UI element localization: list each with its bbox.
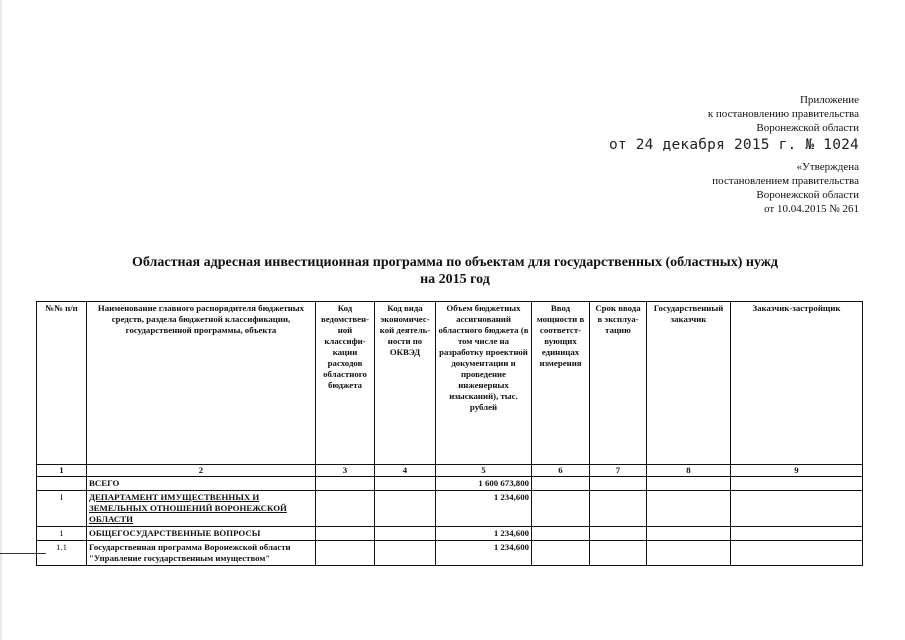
row-name: Государственная программа Воронежской области "Управление государственным имуществом" xyxy=(87,541,316,566)
row-okved-code xyxy=(375,491,436,527)
header-amount: Объем бюджетных ассигнований областного бюджета (в том числе на разработку проектной документации и проведение инженерных изысканий), тыс. рублей xyxy=(436,302,532,465)
row-developer xyxy=(731,477,863,491)
column-number: 3 xyxy=(316,465,375,477)
row-developer xyxy=(731,491,863,527)
row-amount: 1 234,600 xyxy=(436,527,532,541)
row-term xyxy=(590,541,647,566)
row-capacity xyxy=(532,491,590,527)
row-okved-code xyxy=(375,541,436,566)
row-term xyxy=(590,491,647,527)
approved-line-2: постановлением правительства xyxy=(712,175,859,187)
approved-line-3: Воронежской области xyxy=(756,189,859,201)
row-capacity xyxy=(532,477,590,491)
header-customer: Государственный заказчик xyxy=(647,302,731,465)
row-num: I xyxy=(37,491,87,527)
column-numbers-row xyxy=(37,465,863,477)
document-title xyxy=(60,254,850,288)
row-num xyxy=(37,477,87,491)
title-line-2: на 2015 год xyxy=(420,272,490,287)
row-term xyxy=(590,477,647,491)
row-customer xyxy=(647,527,731,541)
row-amount: 1 600 673,800 xyxy=(436,477,532,491)
investment-program-table xyxy=(36,301,863,566)
appendix-line-1: Приложение xyxy=(799,94,859,106)
column-number: 7 xyxy=(590,465,647,477)
scan-edge xyxy=(0,0,2,640)
row-term xyxy=(590,527,647,541)
column-number: 5 xyxy=(436,465,532,477)
row-name: ДЕПАРТАМЕНТ ИМУЩЕСТВЕННЫХ И ЗЕМЕЛЬНЫХ ОТНОШЕНИЙ ВОРОНЕЖСКОЙ ОБЛАСТИ xyxy=(87,491,316,527)
column-number: 4 xyxy=(375,465,436,477)
table-row-total xyxy=(37,477,863,491)
row-customer xyxy=(647,491,731,527)
header-name: Наименование главного распорядителя бюджетных средств, раздела бюджетной классификации, государственной программы, объекта xyxy=(87,302,316,465)
table-row-department xyxy=(37,491,863,527)
title-line-1: Областная адресная инвестиционная программа по объектам для государственных (областных) нужд xyxy=(131,255,779,270)
row-vsr-code xyxy=(316,527,375,541)
row-customer xyxy=(647,541,731,566)
header-vsr-code: Код ведомствен-ной классифи-кации расходов областного бюджета xyxy=(316,302,375,465)
column-number: 8 xyxy=(647,465,731,477)
header-okved-code: Код вида экономичес-кой деятель-ности по ОКВЭД xyxy=(375,302,436,465)
row-developer xyxy=(731,527,863,541)
column-number: 9 xyxy=(731,465,863,477)
header-capacity: Ввод мощности в соответст-вующих единицах измерения xyxy=(532,302,590,465)
approved-block xyxy=(712,160,859,216)
appendix-line-3: Воронежской области xyxy=(756,122,859,134)
column-number: 6 xyxy=(532,465,590,477)
row-capacity xyxy=(532,527,590,541)
row-name: ВСЕГО xyxy=(87,477,316,491)
header-num: №№ п/п xyxy=(37,302,87,465)
column-number: 2 xyxy=(87,465,316,477)
row-amount: 1 234,600 xyxy=(436,491,532,527)
row-num: 1.1 xyxy=(37,541,87,566)
header-term: Срок ввода в эксплуа-тацию xyxy=(590,302,647,465)
table-header-row xyxy=(37,302,863,465)
row-developer xyxy=(731,541,863,566)
row-name: ОБЩЕГОСУДАРСТВЕННЫЕ ВОПРОСЫ xyxy=(87,527,316,541)
row-okved-code xyxy=(375,527,436,541)
table-row-section xyxy=(37,527,863,541)
row-vsr-code xyxy=(316,477,375,491)
appendix-block xyxy=(708,93,859,135)
row-amount: 1 234,600 xyxy=(436,541,532,566)
row-customer xyxy=(647,477,731,491)
approved-line-4: от 10.04.2015 № 261 xyxy=(764,203,859,215)
row-capacity xyxy=(532,541,590,566)
decree-date-number: от 24 декабря 2015 г. № 1024 xyxy=(608,137,859,153)
approved-line-1: «Утверждена xyxy=(796,161,859,173)
row-vsr-code xyxy=(316,491,375,527)
row-vsr-code xyxy=(316,541,375,566)
column-number: 1 xyxy=(37,465,87,477)
appendix-line-2: к постановлению правительства xyxy=(707,108,859,120)
header-developer: Заказчик-застройщик xyxy=(731,302,863,465)
row-num: 1 xyxy=(37,527,87,541)
table-row-program xyxy=(37,541,863,566)
row-okved-code xyxy=(375,477,436,491)
